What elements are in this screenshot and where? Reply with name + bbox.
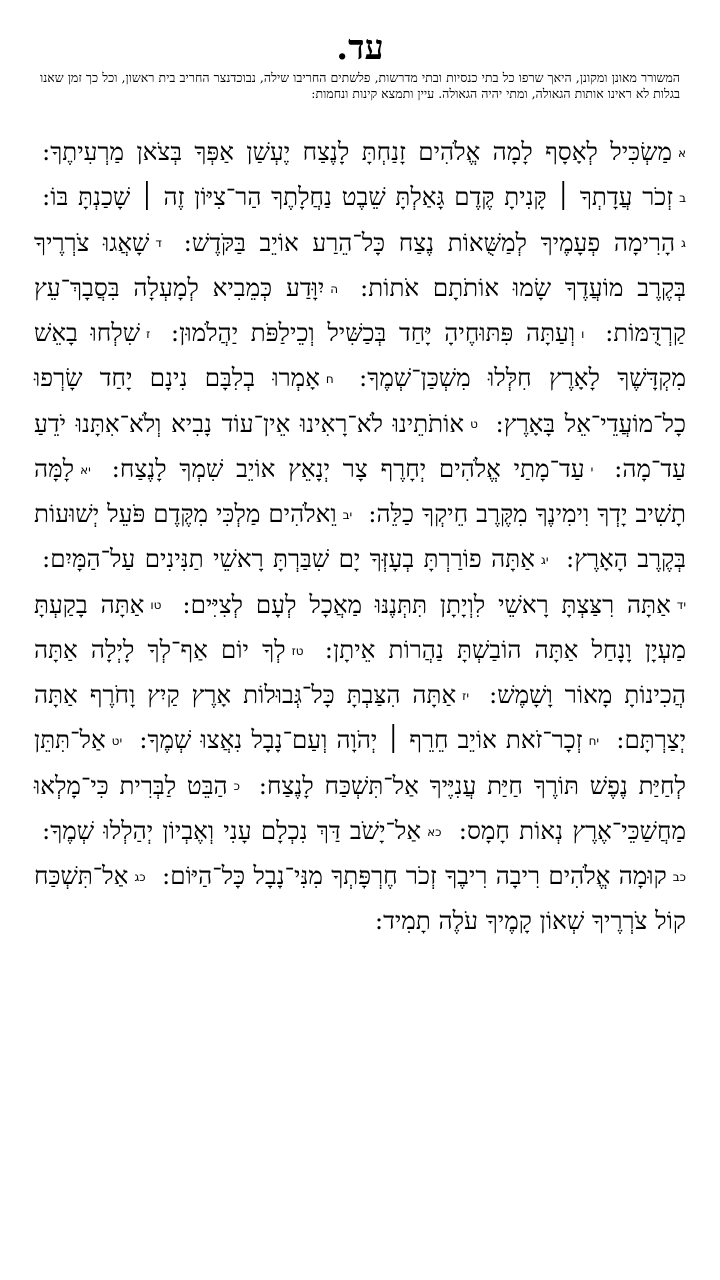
verse-text: שָׁאֲגוּ צֹרְרֶיךָ בְּקֶרֶב מוֹעֲדֶךָ שָׂמוּ אוֹתֹתָם אֹתוֹת: [34,227,686,302]
verse [34,816,441,845]
verse-number: יט [111,734,123,748]
verse-text: יִוָּדַע כְּמֵבִיא לְמָעְלָה בִּסֲבָךְ־עֵץ קַרְדֻּמּוֹת: [34,272,687,347]
verse [176,228,686,257]
verse-number: ח [325,372,334,386]
verse-number: ד [155,236,162,251]
verse-number: יא [80,462,91,477]
verse-text: לְךָ יוֹם אַף־לְךָ לָיְלָה אַתָּה הֲכִינוֹתָ מָאוֹר וָשָׁמֶשׁ: [34,634,686,709]
chapter-introduction: המשורר מאונן ומקונן, היאך שרפו כל בתי כנסיות ובתי מדרשות, פלשתים החריבו שילה, נבוכדנצר החריב בית ראשון, וכל כך זמן שאנו בגלות לא ראינו אותות הגאולה, ומתי יהיה הגאולה. עיין ותמצא קינות ונחמות: [40,70,680,101]
verse-text: מַשְׂכִּיל לְאָסָף לָמָה אֱלֹהִים זָנַחְתָּ לָנֶצַח יֶעְשַׁן אַפְּךָ בְּצֹאן מַרְעִיתֶךָ: [42,137,672,166]
verse-number: יז [462,688,470,703]
verse-text: וֵאלֹהִים מַלְכִּי מִקֶּדֶם פֹּעֵל יְשׁוּעוֹת בְּקֶרֶב הָאָרֶץ: [34,499,686,574]
verse-number: טו [150,598,162,613]
verse [154,861,686,890]
verse-text: אַתָּה רִצַּצְתָּ רָאשֵׁי לִוְיָתָן תִּתְּנֶנּוּ מַאֲכָל לְעָם לְצִיִּים: [182,589,671,619]
verse-text: אַל־יָשֹׁב דַּךְ נִכְלָם עָנִי וְאֶבְיוֹן יְהַלְלוּ שְׁמֶךָ: [42,815,422,845]
verse-text: קוּמָה אֱלֹהִים רִיבָה רִיבֶךָ זְכֹר חֶרְפָּתְךָ מִנִּי־נָבָל כָּל־הַיּוֹם: [161,861,667,890]
verse-text: זְכָר־זֹאת אוֹיֵב חֵרֵף ׀ יְהֹוָה וְעַם־נָבָל נִאֲצוּ שְׁמֶךָ: [139,725,583,755]
verse-number: כג [134,869,146,884]
verse-number: יח [588,734,600,748]
verse-text: הַבֵּט לַבְּרִית כִּי־מָלְאוּ מַחֲשַׁכֵּי־אֶרֶץ נְאוֹת חָמָס: [34,770,686,845]
verse-text: וְעַתָּה פִּתּוּחֶיהָ יָּחַד בְּכַשִּׁיל וְכֵילַפֹּת יַהֲלֹמוּן: [170,318,576,347]
verse-number: ה [330,281,339,296]
verse-number: כ [233,779,240,794]
verse-number: ו [581,326,585,341]
verse [34,544,549,573]
verse-text: אַל־תִּשְׁכַּח קוֹל צֹרְרֶיךָ שְׁאוֹן קָמֶיךָ עֹלֶה תָמִיד: [34,861,686,936]
verse-text: אָמְרוּ בְלִבָּם נִינָם יָחַד שָׂרְפוּ כָל־מוֹעֲדֵי־אֵל בָּאָרֶץ: [34,363,686,438]
chapter-number: עד. [336,28,384,68]
verse [104,454,594,483]
verse-number: ג [681,236,686,251]
verse-text: אוֹתֹתֵינוּ לֹא־רָאִינוּ אֵין־עוֹד נָבִיא וְלֹא־אִתָּנוּ יֹדֵעַ עַד־מָה: [34,408,687,483]
verse-text: הָרִימָה פְעָמֶיךָ לְמַשֻּׁאוֹת נֶצַח כָּל־הֵרַע אוֹיֵב בַּקֹּדֶשׁ: [183,227,676,257]
verse-number: יב [342,507,353,522]
verse-number: כא [427,824,442,839]
verse-number: א [677,145,686,160]
verse-text: אַל־תִּתֵּן לְחַיַּת נֶפֶשׁ תּוֹרֶךָ חַיַּת עֲנִיֶּיךָ אַל־תִּשְׁכַּח לָנֶצַח: [34,725,686,800]
verse-body [34,130,686,943]
verse [34,182,686,211]
verse-number: יד [676,598,687,613]
verse-number: ז [146,326,151,341]
verse-number: כב [672,869,686,884]
verse-number: ב [679,191,686,205]
verse-text: אַתָּה הִצַּבְתָּ כָּל־גְּבוּלוֹת אָרֶץ קַיִץ וָחֹרֶף אַתָּה יְצַרְתָּם: [34,680,686,755]
verse [34,137,686,166]
verse-text: שִׁלְחוּ בָאֵשׁ מִקְדָּשֶׁךָ לָאָרֶץ חִלְּלוּ מִשְׁכַּן־שְׁמֶךָ: [34,318,686,393]
verse-text: אַתָּה בָקַעְתָּ מַעְיָן וָנָחַל אַתָּה הוֹבַשְׁתָּ נַהֲרוֹת אֵיתָן: [34,589,686,664]
verse-text: זְכֹר עֲדָתְךָ ׀ קָּנִיתָ קֶּדֶם גָּאַלְתָּ שֵׁבֶט נַחֲלָתֶךָ הַר־צִיּוֹן זֶה ׀ שָׁכַנְתָּ בּוֹ: [42,182,674,212]
verse-number: טז [291,643,304,658]
verse-text: לָמָּה תָשִׁיב יָדְךָ וִימִינֶךָ מִקֶּרֶב חֵיקְךָ כַלֵּה: [34,453,686,528]
verse [174,590,686,619]
verse-text: אַתָּה פוֹרַרְתָּ בְעָזְּךָ יָם שִׁבַּרְתָּ רָאשֵׁי תַנִּינִים עַל־הַמָּיִם: [42,544,535,574]
verse-number: יג [540,553,549,567]
verse [131,725,599,754]
verse-number: י [590,462,594,477]
verse-text: עַד־מָתַי אֱלֹהִים יְחָרֶף צָר יְנָאֵץ אוֹיֵב שִׁמְךָ לָנֶצַח: [111,453,585,483]
verse [163,318,585,347]
verse-number: ט [470,417,478,432]
